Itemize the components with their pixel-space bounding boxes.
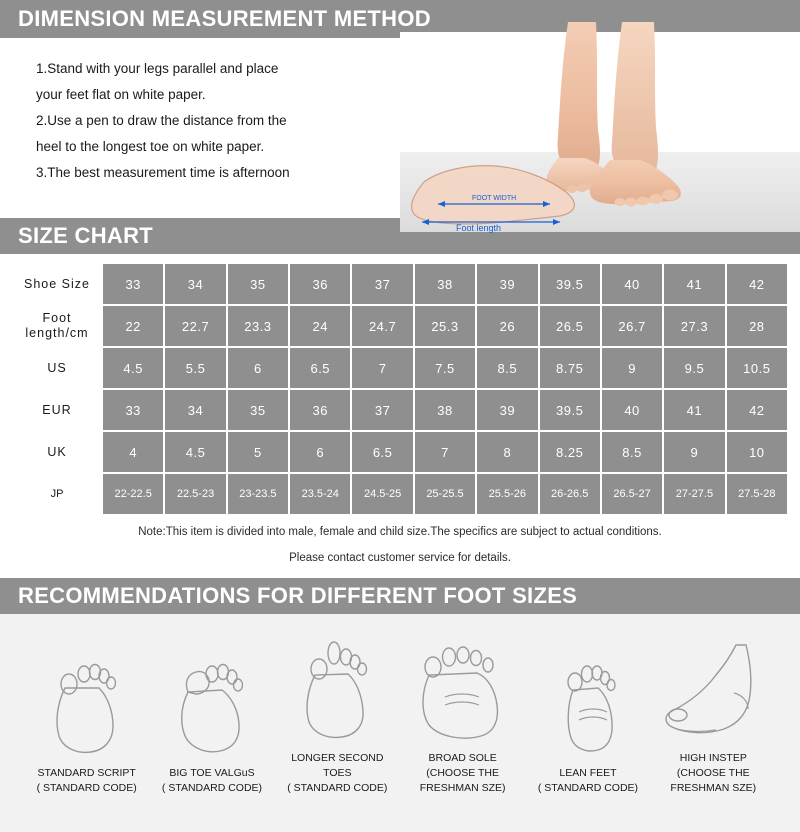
table-row [12, 263, 788, 305]
size-chart-table [11, 262, 789, 516]
standard-foot-icon [28, 645, 146, 760]
high-instep-foot-icon [654, 630, 772, 745]
row-header: Foot length/cm [12, 305, 102, 347]
table-cell: 37 [351, 389, 413, 431]
feet-measurement-illustration [400, 32, 800, 233]
row-header: Shoe Size [12, 263, 102, 305]
table-cell: 39.5 [539, 263, 601, 305]
table-cell: 5 [227, 431, 289, 473]
measure-section-body [0, 38, 800, 233]
table-cell: 34 [164, 389, 226, 431]
size-chart-section-title: SIZE CHART [18, 223, 153, 248]
table-cell: 7 [414, 431, 476, 473]
table-cell: 4 [102, 431, 164, 473]
table-cell: 28 [726, 305, 788, 347]
table-cell: 7 [351, 347, 413, 389]
size-chart-section-body [0, 262, 800, 568]
foot-type-item [404, 630, 522, 796]
lean-foot-icon [529, 645, 647, 760]
table-cell: 10 [726, 431, 788, 473]
row-header: US [12, 347, 102, 389]
table-cell: 23.5-24 [289, 473, 351, 515]
table-cell: 9 [601, 347, 663, 389]
foot-type-name: STANDARD SCRIPT [37, 767, 136, 779]
table-cell: 8.5 [601, 431, 663, 473]
measure-step-line: 3.The best measurement time is afternoon [36, 165, 290, 180]
table-cell: 8.25 [539, 431, 601, 473]
table-cell: 22.7 [164, 305, 226, 347]
foot-type-name: LONGER SECOND TOES [291, 752, 384, 779]
table-cell: 35 [227, 263, 289, 305]
table-cell: 4.5 [164, 431, 226, 473]
table-cell: 5.5 [164, 347, 226, 389]
table-cell: 6.5 [289, 347, 351, 389]
table-cell: 6 [227, 347, 289, 389]
table-cell: 26 [476, 305, 538, 347]
measure-step-line: your feet flat on white paper. [36, 87, 206, 102]
foot-type-caption [28, 766, 146, 796]
big-toe-valgus-foot-icon [153, 645, 271, 760]
table-row [12, 305, 788, 347]
table-cell: 8.75 [539, 347, 601, 389]
row-header: EUR [12, 389, 102, 431]
measure-step-line: 2.Use a pen to draw the distance from the [36, 113, 287, 128]
foot-width-label: FOOT WIDTH [472, 195, 517, 202]
table-cell: 41 [663, 263, 725, 305]
table-cell: 6 [289, 431, 351, 473]
foot-type-caption [404, 751, 522, 796]
table-row [12, 389, 788, 431]
foot-type-name: LEAN FEET [559, 767, 617, 779]
table-cell: 41 [663, 389, 725, 431]
table-row [12, 473, 788, 515]
table-cell: 25.5-26 [476, 473, 538, 515]
table-cell: 36 [289, 389, 351, 431]
table-cell: 8.5 [476, 347, 538, 389]
table-cell: 33 [102, 263, 164, 305]
measure-step-line: 1.Stand with your legs parallel and place [36, 61, 279, 76]
table-cell: 26.7 [601, 305, 663, 347]
table-cell: 36 [289, 263, 351, 305]
foot-type-sub: ( STANDARD CODE) [287, 782, 388, 794]
table-cell: 27-27.5 [663, 473, 725, 515]
table-cell: 42 [726, 263, 788, 305]
foot-type-sub: ( STANDARD CODE) [36, 782, 137, 794]
table-cell: 40 [601, 389, 663, 431]
foot-length-label: Foot length [456, 223, 502, 233]
table-cell: 24 [289, 305, 351, 347]
table-cell: 40 [601, 263, 663, 305]
table-cell: 38 [414, 389, 476, 431]
table-cell: 39 [476, 389, 538, 431]
table-cell: 22 [102, 305, 164, 347]
table-row [12, 347, 788, 389]
table-cell: 26.5 [539, 305, 601, 347]
table-cell: 10.5 [726, 347, 788, 389]
foot-type-item [654, 630, 772, 796]
table-cell: 25-25.5 [414, 473, 476, 515]
table-cell: 23.3 [227, 305, 289, 347]
table-cell: 22.5-23 [164, 473, 226, 515]
foot-type-sub: (CHOOSE THE FRESHMAN SZE) [419, 767, 506, 794]
table-cell: 37 [351, 263, 413, 305]
table-cell: 27.3 [663, 305, 725, 347]
foot-type-name: BROAD SOLE [428, 752, 497, 764]
table-cell: 4.5 [102, 347, 164, 389]
row-header: UK [12, 431, 102, 473]
foot-type-caption [529, 766, 647, 796]
table-cell: 39.5 [539, 389, 601, 431]
table-row [12, 431, 788, 473]
table-cell: 22-22.5 [102, 473, 164, 515]
foot-type-caption [654, 751, 772, 796]
longer-second-toe-foot-icon [278, 630, 396, 745]
table-cell: 39 [476, 263, 538, 305]
table-cell: 23-23.5 [227, 473, 289, 515]
foot-type-name: HIGH INSTEP [679, 752, 747, 764]
size-chart-note-line-2: Please contact customer service for details. [289, 552, 511, 564]
foot-type-item [153, 645, 271, 796]
recommend-section-header [0, 578, 800, 614]
row-header: JP [12, 473, 102, 515]
foot-type-item [529, 645, 647, 796]
foot-type-caption [278, 751, 396, 796]
foot-type-row [0, 614, 800, 796]
table-cell: 26-26.5 [539, 473, 601, 515]
size-chart-note-line-1: Note:This item is divided into male, female and child size.The specifics are subject to actual conditions. [138, 526, 662, 538]
table-cell: 42 [726, 389, 788, 431]
table-cell: 7.5 [414, 347, 476, 389]
measure-steps [36, 56, 386, 186]
table-cell: 25.3 [414, 305, 476, 347]
foot-type-sub: (CHOOSE THE FRESHMAN SZE) [670, 767, 757, 794]
table-cell: 9 [663, 431, 725, 473]
table-cell: 38 [414, 263, 476, 305]
table-cell: 33 [102, 389, 164, 431]
foot-type-item [28, 645, 146, 796]
foot-type-sub: ( STANDARD CODE) [537, 782, 639, 794]
table-cell: 27.5-28 [726, 473, 788, 515]
foot-type-item [278, 630, 396, 796]
table-cell: 8 [476, 431, 538, 473]
measure-step-line: heel to the longest toe on white paper. [36, 139, 265, 154]
table-cell: 9.5 [663, 347, 725, 389]
table-cell: 6.5 [351, 431, 413, 473]
recommend-section-body [0, 614, 800, 832]
table-cell: 34 [164, 263, 226, 305]
foot-type-caption [153, 766, 271, 796]
foot-type-name: BIG TOE VALGuS [169, 767, 255, 779]
broad-sole-foot-icon [404, 630, 522, 745]
table-cell: 24.5-25 [351, 473, 413, 515]
foot-type-sub: ( STANDARD CODE) [161, 782, 263, 794]
table-cell: 24.7 [351, 305, 413, 347]
table-cell: 26.5-27 [601, 473, 663, 515]
recommend-section-title: RECOMMENDATIONS FOR DIFFERENT FOOT SIZES [18, 583, 578, 608]
table-cell: 35 [227, 389, 289, 431]
measure-section-title: DIMENSION MEASUREMENT METHOD [18, 6, 431, 31]
